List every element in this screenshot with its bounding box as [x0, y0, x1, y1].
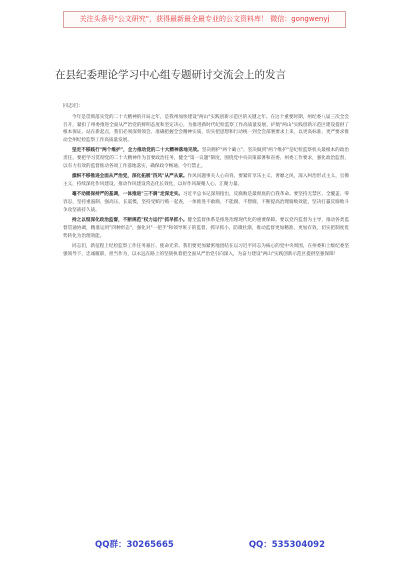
paragraph-6-text: 同志们，新征程上纪检监察工作任务艰巨、使命光荣。我们要更加紧密地团结在以习近平同志为核心的党中央周围，在州委和上级纪委坚强领导下，忠诚履职、担当作为，以永远在路上的坚韧执着把全面从严治党引向深入，为奋力建设"两山"实践创新示范区提供坚强保障！ — [63, 244, 349, 258]
footer-contact — [95, 538, 325, 550]
paragraph-1 — [63, 114, 349, 145]
top-banner[interactable]: 关注头条号"公文研究"，获得最新最全最专业的公文资料库！ 微信：gongwenyj — [63, 11, 346, 28]
paragraph-2-text: 坚决拥护"两个确立"、坚决做到"两个维护"是纪检监察机关最根本的政治责任。要把学习贯彻党的二十大精神作为首要政治任务，健全"第一议题"制度，围绕党中央决策部署和省委、州委工作要求，强化政治监督，以有力有效的监督推动各项工作落地落实，确保政令畅通、令行禁止。 — [63, 148, 349, 170]
footer-qq: QQ：535304092 — [248, 540, 325, 550]
paragraph-5-heading: 持之以恒深化政治监督，不断规范"权力运行"抓早抓小。 — [72, 218, 188, 224]
document-body — [63, 103, 349, 533]
salutation: 同志们： — [63, 103, 84, 109]
paragraph-6 — [63, 243, 349, 259]
paragraph-3-text: 作风问题事关人心向背。要紧盯享乐主义、奢靡之风，深入纠治形式主义、官僚主义，持续深化作风建设，推动作风建设常态化长效化，以好作风凝聚人心、汇聚力量。 — [63, 174, 349, 188]
paragraph-3-heading: 旗帜不移推进全面从严治党，深化拓展"四风"从严从紧。 — [72, 174, 188, 180]
paragraph-4-heading: 毫不动摇保持严的基调，一体推进"三不腐"走深走实。 — [72, 192, 183, 198]
paragraph-5-text: 健全监督体系是推进治理现代化的重要保障。要以党内监督为主导，推动各类监督贯通协调，精准运用"四种形态"，强化对"一把手"和领导班子的监督，抓早抓小、防微杜渐，推动监督更加精准、更加有效，切实把制度优势转化为治理效能。 — [63, 218, 349, 239]
page-title: 在县纪委理论学习中心组专题研讨交流会上的发言 — [55, 69, 286, 81]
paragraph-4-text: 习近平总书记深刻指出，反腐败是最彻底的自我革命。要坚持无禁区、全覆盖、零容忍，坚持重遏制、强高压、长震慑，坚持受贿行贿一起查，一体推进不敢腐、不能腐、不想腐，不断提高治理腐败效能，坚决打赢反腐败斗争攻坚战持久战。 — [63, 192, 349, 214]
paragraph-4 — [63, 191, 349, 214]
footer-qq-group: QQ群：30265665 — [95, 540, 174, 550]
paragraph-3 — [63, 173, 349, 189]
paragraph-2 — [63, 147, 349, 170]
paragraph-2-heading: 坚定不移践行"两个维护"，全力推动党的二十大精神落地见效。 — [72, 148, 202, 154]
paragraph-5 — [63, 217, 349, 240]
paragraph-1-text: 今年是贯彻落实党的二十大精神的开局之年，是我州加快建设"两山"实践创新示范区的关键之年。在这个重要时期，州纪委八届三次全会召开，紧扣了州委推进全面从严治党的鲜明态度和坚定决心，为推进新时代纪检监察工作高质量发展、护航"两山"实践创新示范区建设提供了根本保证。站在新起点，我们必须深刻领会、准确把握全会精神实质，切实把思想和行动统一到全会部署要求上来，以更高标准、更严要求推动全州纪检监察工作高质量发展。 — [63, 114, 349, 144]
